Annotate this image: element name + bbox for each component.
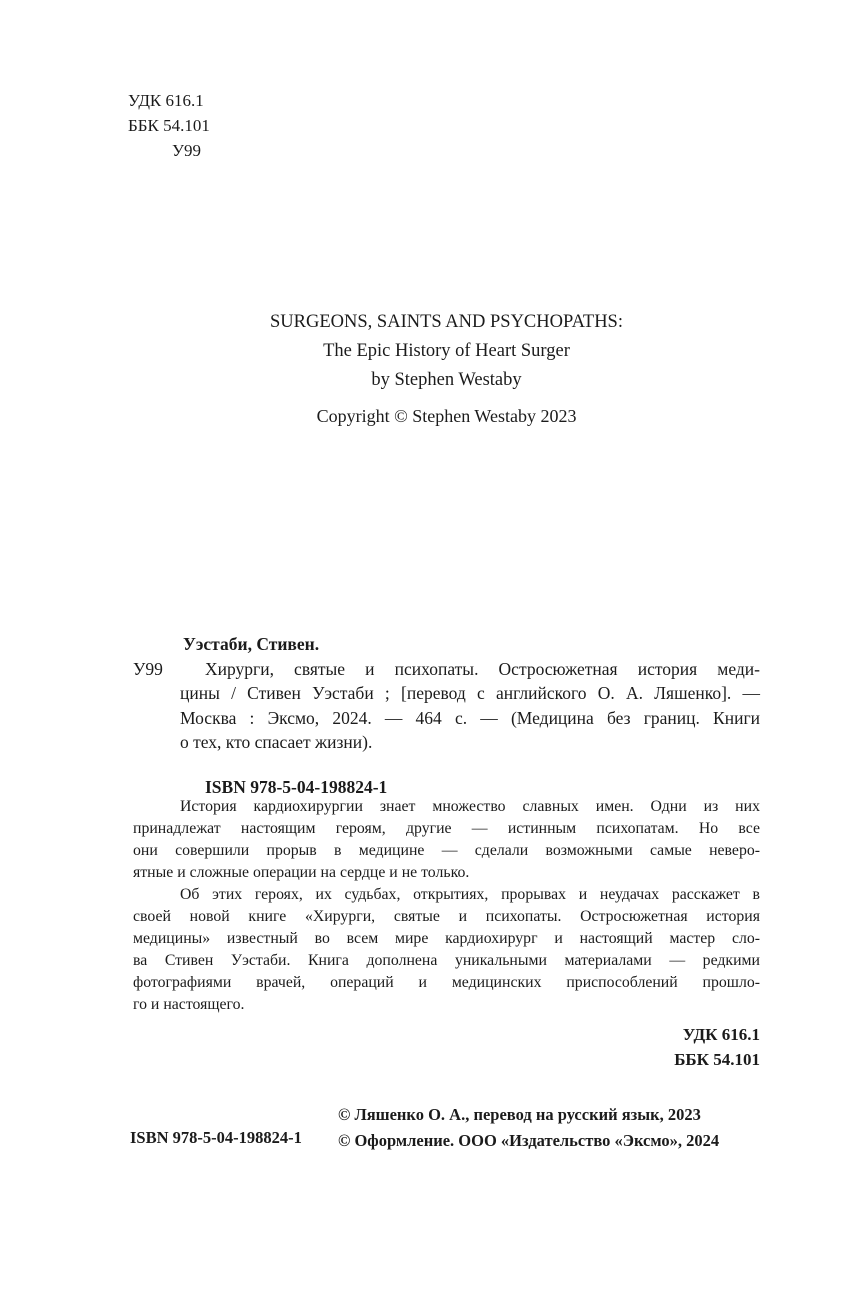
annotation-p1-line-1: История кардиохирургии знает множество славных имен. Одни из них [180,798,760,815]
annotation-p1-line-4: ятные и сложные операции на сердце и не только. [133,864,470,881]
footer-isbn-number: ISBN 978-5-04-198824-1 [130,1128,302,1147]
bbk-code-top: ББК 54.101 [128,116,210,135]
annotation-block [133,796,760,1016]
original-title-line-1: SURGEONS, SAINTS AND PSYCHOPATHS: [270,312,623,332]
copyright-translation-line: © Ляшенко О. А., перевод на русский язык, 2023 [338,1105,701,1124]
bib-line-3: Москва : Эксмо, 2024. — 464 с. — (Медицина без границ. Книги [180,707,760,728]
bib-line-2: цины / Стивен Уэстаби ; [перевод с английского О. А. Ляшенко]. — [180,683,760,703]
catalog-code: У99 [133,659,163,679]
original-title-line-3: by Stephen Westaby [371,370,522,390]
annotation-p1-line-3: они совершили прорыв в медицине — сделали возможными самые неверо- [133,842,760,859]
original-title-line-2: The Epic History of Heart Surger [323,341,570,361]
annotation-p2-line-3: медицины» известный во всем мире кардиохирург и настоящий мастер сло- [133,930,760,947]
author-sign-code-top: У99 [172,141,202,160]
annotation-p2-line-6: го и настоящего. [133,996,245,1013]
isbn-number: ISBN 978-5-04-198824-1 [205,776,388,797]
bibliographic-record [133,632,760,799]
bbk-code-bottom: ББК 54.101 [674,1050,760,1069]
bib-line-1: Хирурги, святые и психопаты. Остросюжетная история меди- [205,658,760,679]
udk-code-bottom: УДК 616.1 [682,1025,760,1044]
annotation-p2-line-4: ва Стивен Уэстаби. Книга дополнена уникальными материалами — редкими [133,952,760,969]
original-title-block [133,308,760,431]
annotation-p1-line-2: принадлежат настоящим героям, другие — истинным психопатам. Но все [133,820,760,837]
copyright-design-line: © Оформление. ООО «Издательство «Эксмо», 2024 [338,1131,720,1150]
classification-codes-bottom [674,1022,760,1072]
footer-copyright-block [338,1102,719,1154]
original-copyright-line: Copyright © Stephen Westaby 2023 [316,406,577,426]
bib-line-4: о тех, кто спасает жизни). [180,732,373,752]
annotation-p2-line-5: фотографиями врачей, операций и медицинских приспособлений прошло- [133,974,760,991]
udk-code-top: УДК 616.1 [128,91,204,110]
annotation-p2-line-2: своей новой книге «Хирурги, святые и психопаты. Остросюжетная история [133,908,760,925]
annotation-p2-line-1: Об этих героях, их судьбах, открытиях, прорывах и неудачах расскажет в [180,886,760,903]
author-heading: Уэстаби, Стивен. [183,634,320,654]
classification-codes-top [128,88,210,163]
